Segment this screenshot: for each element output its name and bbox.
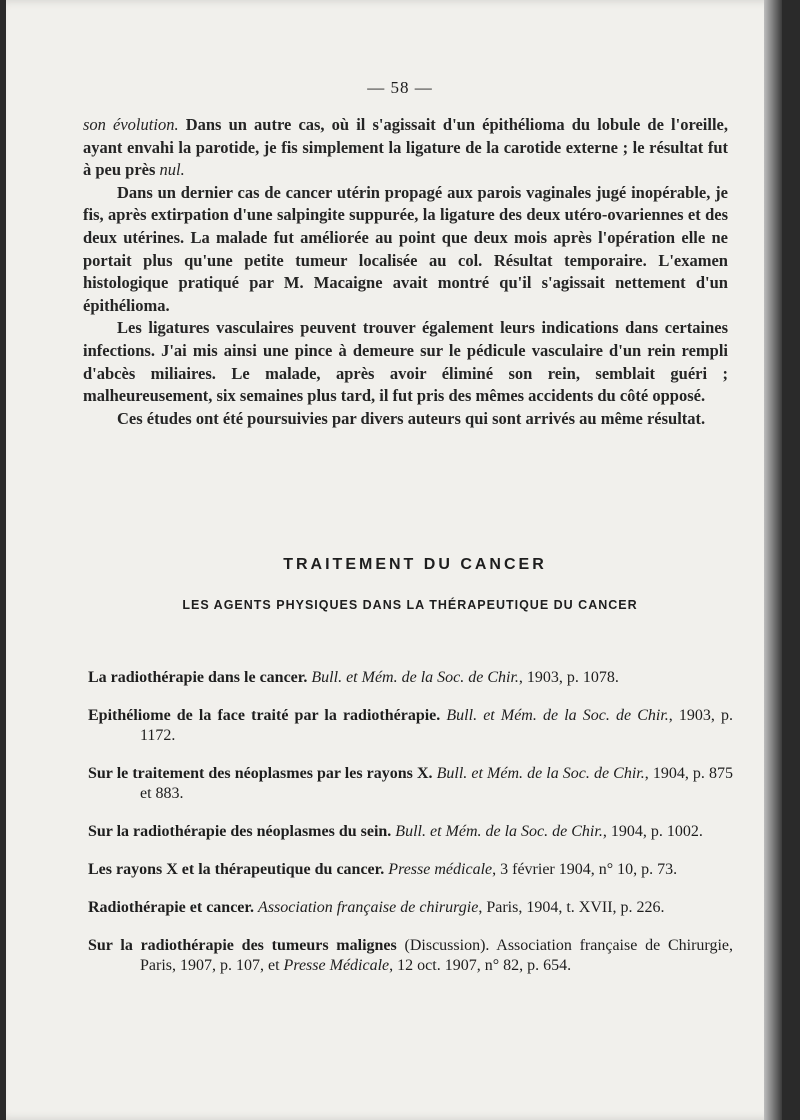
reference-title: Les rayons X et la thérapeutique du cancer. bbox=[88, 861, 385, 878]
reference-5 bbox=[88, 860, 733, 880]
reference-detail: , 1904, p. 1002. bbox=[602, 823, 703, 840]
reference-source: Association française de chirurgie bbox=[258, 899, 479, 916]
paragraph-1-lead: son évolution. bbox=[83, 115, 179, 134]
reference-source: Presse Médicale bbox=[283, 957, 390, 974]
reference-1 bbox=[88, 668, 733, 688]
reference-source: Bull. et Mém. de la Soc. de Chir. bbox=[436, 765, 645, 782]
paragraph-2: Dans un dernier cas de cancer utérin propagé aux parois vaginales jugé inopérable, je fis, après extirpation d'une salpingite suppurée, la ligature des deux utéro-ovariennes et des deux utérines. La malade fut améliorée au point que deux mois après l'opération elle ne portait plus qu'une petite tumeur localisée au col. Résultat temporaire. L'examen histologique pratiqué par M. Macaigne avait montré qu'il s'agissait nettement d'un épithélioma. bbox=[83, 182, 728, 315]
reference-title: Epithéliome de la face traité par la radiothérapie. bbox=[88, 707, 441, 724]
reference-detail: , 1903, p. 1172. bbox=[140, 707, 734, 744]
reference-title: Sur le traitement des néoplasmes par les rayons X. bbox=[88, 765, 433, 782]
reference-4 bbox=[88, 822, 733, 842]
reference-source: Bull. et Mém. de la Soc. de Chir. bbox=[446, 707, 669, 724]
reference-title: Sur la radiothérapie des tumeurs malignes bbox=[88, 937, 397, 954]
paragraph-1-text: Dans un autre cas, où il s'agissait d'un épithélioma du lobule de l'oreille, ayant envahi la parotide, je fis simplement la ligature de la carotide externe ; le résultat fut à peu près bbox=[83, 115, 729, 180]
reference-title: Sur la radiothérapie des néoplasmes du sein. bbox=[88, 823, 392, 840]
reference-source: Bull. et Mém. de la Soc. de Chir. bbox=[395, 823, 603, 840]
paragraph-3: Les ligatures vasculaires peuvent trouver également leurs indications dans certaines infections. J'ai mis ainsi une pince à demeure sur le pédicule vasculaire d'un rein rempli d'abcès miliaires. Le malade, après avoir éliminé son rein, semblait guéri ; malheureusement, six semaines plus tard, il fut pris des mêmes accidents du côté opposé. bbox=[83, 318, 728, 406]
reference-note: (Discussion). Association française de Chirurgie, Paris, 1907, p. 107, et bbox=[140, 937, 733, 974]
page-number: — 58 — bbox=[367, 78, 433, 97]
reference-detail: , 1904, p. 875 et 883. bbox=[140, 765, 734, 802]
reference-detail: , Paris, 1904, t. XVII, p. 226. bbox=[478, 899, 665, 916]
paragraph-1-end: nul. bbox=[159, 160, 185, 180]
paragraph-1 bbox=[83, 114, 728, 182]
reference-3 bbox=[88, 764, 733, 804]
reference-list bbox=[88, 668, 733, 976]
body-text bbox=[83, 114, 728, 430]
reference-2 bbox=[88, 706, 733, 746]
section-subheading: LES AGENTS PHYSIQUES DANS LA THÉRAPEUTIQUE DU CANCER bbox=[182, 598, 638, 612]
reference-6 bbox=[88, 898, 733, 918]
reference-title: La radiothérapie dans le cancer. bbox=[88, 669, 308, 686]
reference-title: Radiothérapie et cancer. bbox=[88, 899, 255, 916]
reference-7 bbox=[88, 936, 733, 976]
reference-detail: , 1903, p. 1078. bbox=[518, 669, 619, 686]
section-heading: TRAITEMENT DU CANCER bbox=[283, 556, 547, 573]
reference-source: Presse médicale bbox=[388, 861, 493, 878]
reference-detail: , 3 février 1904, n° 10, p. 73. bbox=[492, 861, 678, 878]
paragraph-4: Ces études ont été poursuivies par divers auteurs qui sont arrivés au même résultat. bbox=[117, 408, 706, 428]
reference-source: Bull. et Mém. de la Soc. de Chir. bbox=[311, 669, 519, 686]
reference-detail: , 12 oct. 1907, n° 82, p. 654. bbox=[389, 957, 572, 974]
